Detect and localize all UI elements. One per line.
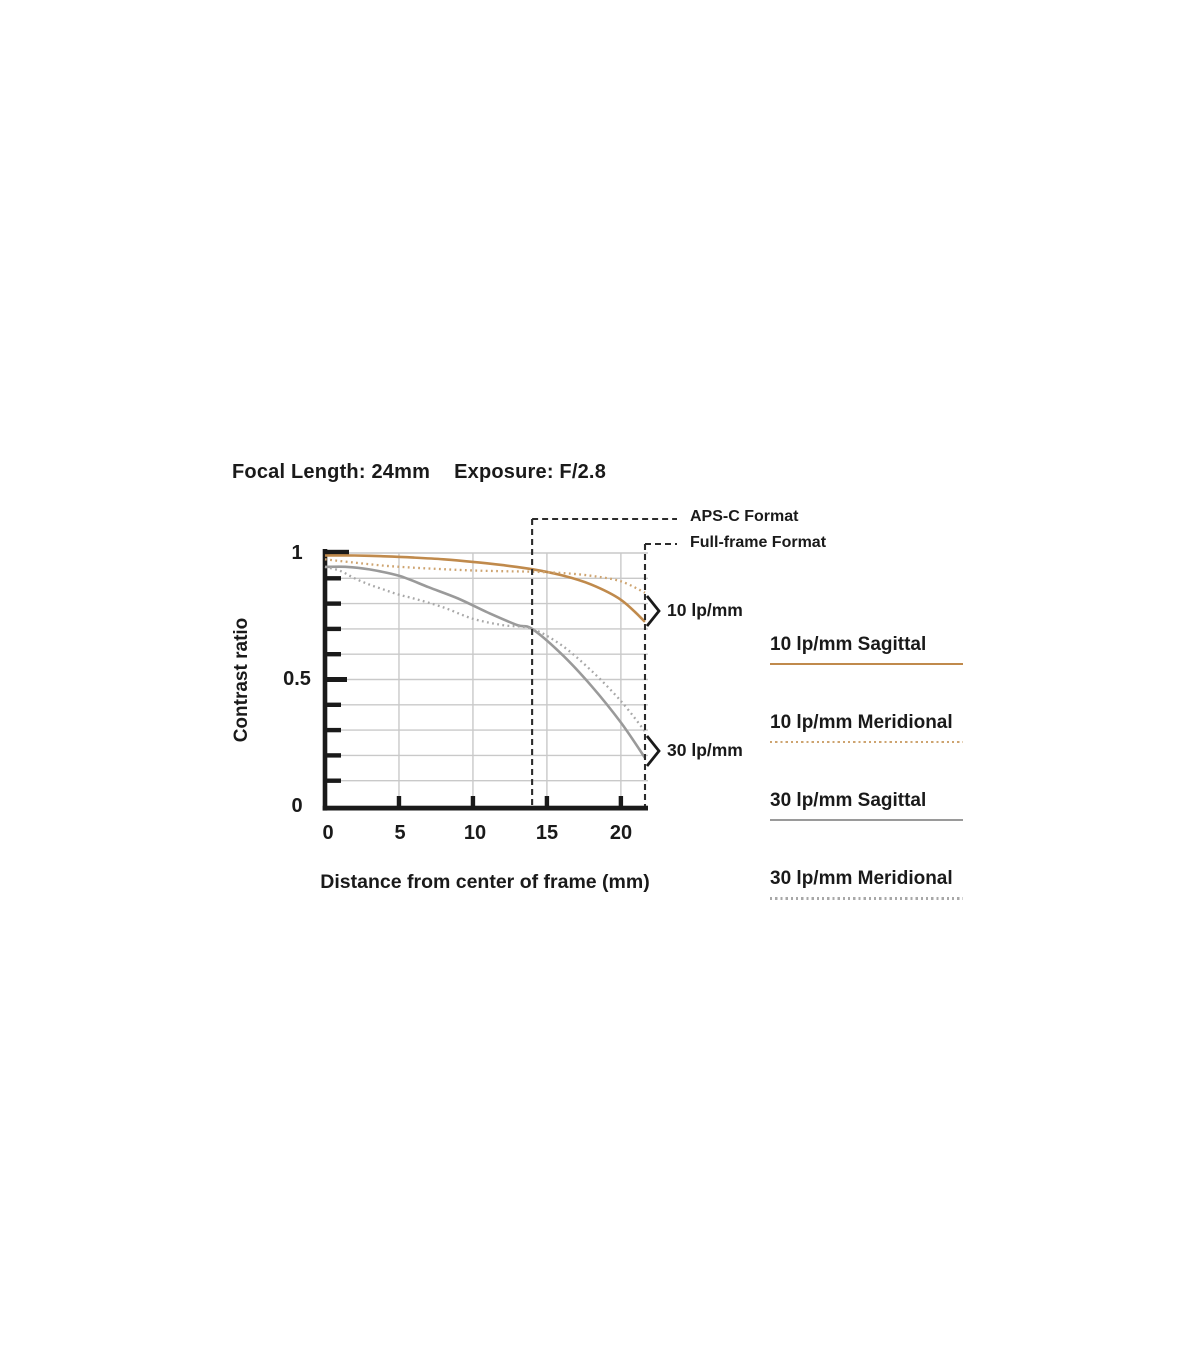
x-tick-label-20: 20: [609, 822, 633, 844]
legend-item-10lpmm-sagittal: [770, 634, 970, 665]
legend-item-30lpmm-meridional: [770, 868, 970, 899]
curve-group-label-30lpmm: 30 lp/mm: [667, 740, 743, 760]
legend-line-solid-orange: [770, 663, 963, 665]
legend-label: 30 lp/mm Meridional: [770, 868, 953, 890]
x-tick-label-5: 5: [394, 822, 406, 844]
chart-title: [232, 461, 606, 484]
fullframe-format-label: Full-frame Format: [690, 534, 827, 551]
apsc-format-label: APS-C Format: [690, 508, 799, 525]
legend-label: 30 lp/mm Sagittal: [770, 790, 927, 812]
title-focal-length: Focal Length: 24mm: [232, 461, 431, 483]
legend-item-30lpmm-sagittal: [770, 790, 970, 821]
legend-line-solid-gray: [770, 819, 963, 821]
x-axis-title: Distance from center of frame (mm): [320, 871, 650, 893]
y-axis-title: Contrast ratio: [231, 617, 252, 743]
y-tick-label-0: 0: [291, 795, 303, 817]
y-tick-label-1: 1: [291, 542, 303, 564]
legend-line-dotted-orange: [770, 741, 963, 743]
legend-item-10lpmm-meridional: [770, 712, 970, 743]
curve-group-label-10lpmm: 10 lp/mm: [667, 600, 743, 620]
x-tick-label-10: 10: [463, 822, 487, 844]
x-tick-label-15: 15: [535, 822, 559, 844]
legend-line-dotted-gray: [770, 897, 963, 899]
legend-label: 10 lp/mm Meridional: [770, 712, 953, 733]
x-tick-label-0: 0: [322, 822, 334, 844]
title-exposure: Exposure: F/2.8: [454, 461, 607, 483]
legend: [770, 634, 970, 947]
legend-label: 10 lp/mm Sagittal: [770, 634, 927, 655]
y-tick-label-05: 0.5: [283, 668, 311, 690]
